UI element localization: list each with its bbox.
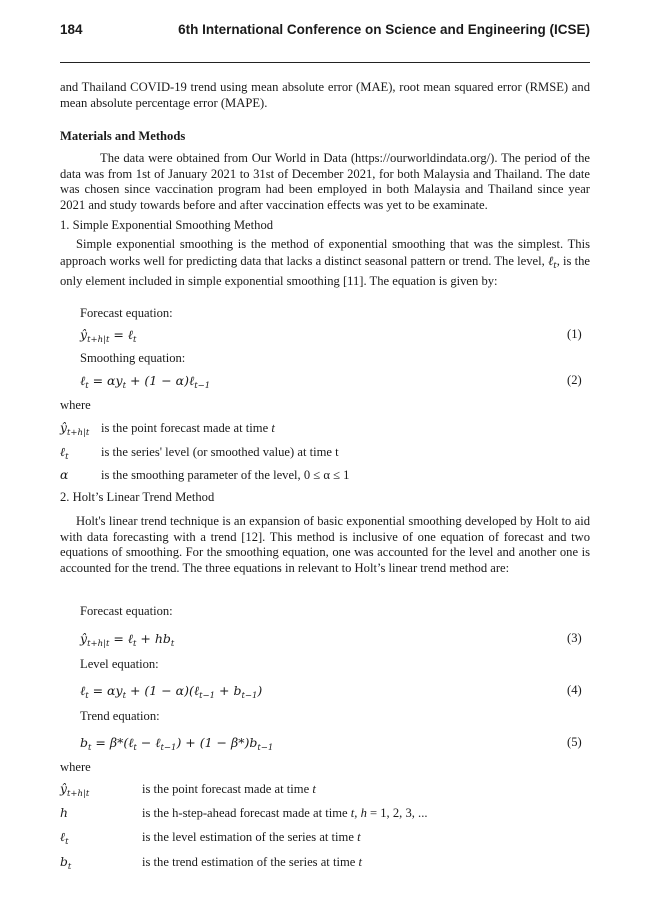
holt-where: where — [60, 760, 91, 774]
ses-forecast-label: Forecast equation: — [80, 306, 173, 320]
holt-def-level: is the level estimation of the series at time t — [142, 830, 361, 844]
holt-def-symbol-level: ℓ$_t$ — [60, 830, 69, 847]
holt-def-trend: is the trend estimation of the series at time t — [142, 855, 362, 869]
ses-def-symbol-forecast: $ŷ_{t+h|t}$ — [60, 421, 90, 438]
equation-5: $b_t$ = β*(ℓ$_t$ − ℓ$_{t-1}$) + $(1 - \beta*)b_{t-1}$ — [80, 735, 274, 753]
holt-def-symbol-h: h — [60, 806, 68, 820]
materials-heading: Materials and Methods — [60, 129, 186, 143]
ses-def-symbol-alpha: α — [60, 468, 69, 482]
ses-def-symbol-level: ℓ$_t$ — [60, 445, 69, 462]
conference-title: 6th International Conference on Science and Engineering (ICSE) — [178, 22, 590, 37]
holt-def-forecast: is the point forecast made at time t — [142, 782, 316, 796]
equation-2: ℓ$_t$ = $\alpha y_t + (1$ − α)ℓ$_{t-1}$ — [80, 373, 211, 391]
page-number: 184 — [60, 22, 83, 37]
ses-def-alpha: is the smoothing parameter of the level, 0 ≤ α ≤ 1 — [101, 468, 350, 482]
holt-heading: 2. Holt’s Linear Trend Method — [60, 490, 215, 504]
ses-heading: 1. Simple Exponential Smoothing Method — [60, 218, 274, 232]
holt-paragraph: Holt's linear trend technique is an expansion of basic exponential smoothing developed by Holt to aid with data forecasting with a trend [12]. This method is inclusive of one equation of forecast and two equations of smoothing. For the smoothing equation, one was accounted for the level and another one is accounted for the trend. The three equations in relevant to Holt’s linear trend method are: — [60, 514, 590, 575]
header-rule — [60, 62, 590, 63]
holt-level-label: Level equation: — [80, 657, 159, 671]
ses-smoothing-label: Smoothing equation: — [80, 351, 186, 365]
ses-def-forecast: is the point forecast made at time t — [101, 421, 275, 435]
holt-forecast-label: Forecast equation: — [80, 604, 173, 618]
equation-5-number: (5) — [567, 735, 582, 749]
page-header — [60, 22, 590, 42]
holt-def-symbol-trend: $b_t$ — [60, 855, 72, 872]
equation-3: $ŷ_{t+h|t}$ = ℓ$_t$ + $hb_t$ — [80, 631, 175, 649]
equation-1: $ŷ_{t+h|t}$ = ℓ$_t$ — [80, 327, 137, 345]
equation-1-number: (1) — [567, 327, 582, 341]
materials-paragraph: The data were obtained from Our World in Data (https://ourworldindata.org/). The period of the data was from 1st of January 2021 to 31st of December 2021, for both Malaysia and Thailand. The date was chosen since vaccination program had been employed in both Malaysia and Thailand since year 2021 and study towards before and after vaccination effects was yet to be examinate. — [60, 151, 590, 212]
intro-text: and Thailand COVID-19 trend using mean absolute error (MAE), root mean squared error (RMSE) and mean absolute percentage error (MAPE). — [60, 80, 590, 110]
holt-def-h: is the h-step-ahead forecast made at time t, h = 1, 2, 3, ... — [142, 806, 428, 820]
ses-paragraph: Simple exponential smoothing is the method of exponential smoothing that was the simplest. This approach works well for predicting data that lacks a distinct seasonal pattern or trend. The level, ℓ$_t$, is the only element included in simple exponential smoothing [11]. The equation is given by: — [60, 237, 591, 289]
ses-def-level: is the series' level (or smoothed value) at time t — [101, 445, 339, 459]
holt-trend-label: Trend equation: — [80, 709, 160, 723]
equation-4: ℓ$_t$ = $\alpha y_t + (1$ − α)(ℓ$_{t-1}$ + $b_{t-1}$) — [80, 683, 263, 701]
equation-4-number: (4) — [567, 683, 582, 697]
equation-2-number: (2) — [567, 373, 582, 387]
equation-3-number: (3) — [567, 631, 582, 645]
ses-where: where — [60, 398, 91, 412]
holt-def-symbol-forecast: $ŷ_{t+h|t}$ — [60, 782, 90, 799]
